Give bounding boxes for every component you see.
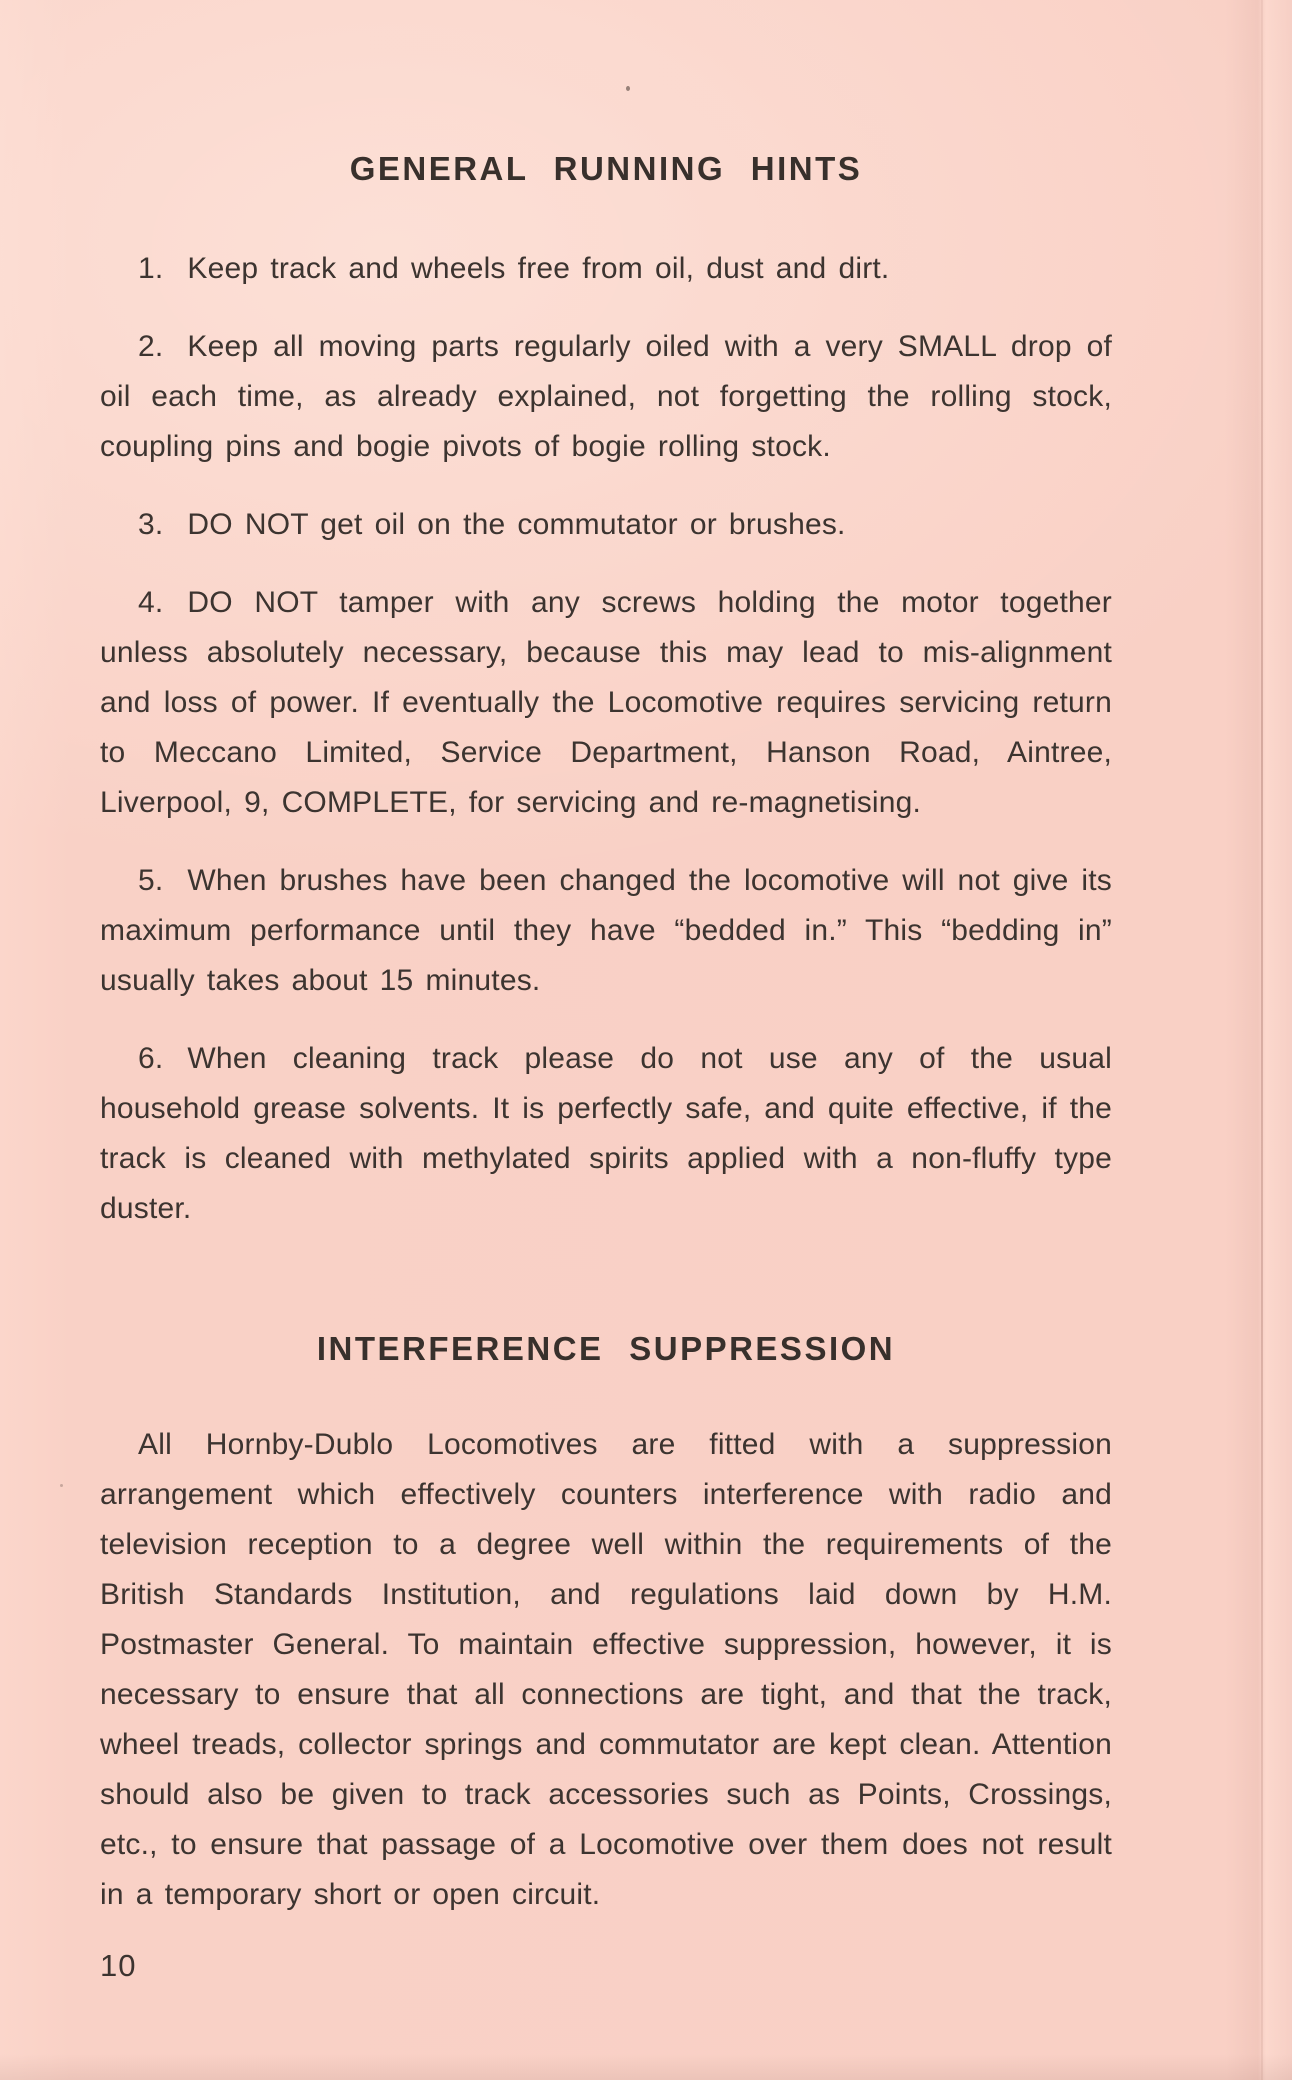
hint-number: 6. bbox=[138, 1042, 164, 1075]
hint-item-4 bbox=[100, 578, 1112, 828]
hint-number: 4. bbox=[138, 586, 164, 619]
section-heading-interference-suppression: INTERFERENCE SUPPRESSION bbox=[316, 1330, 896, 1367]
bottom-edge-shadow bbox=[0, 2054, 1292, 2080]
hint-text: When brushes have been changed the locomotive will not give its maximum performance until they have “bedded in.” This “bedding in” usually takes about 15 minutes. bbox=[100, 864, 1112, 997]
page-fold-line bbox=[1261, 0, 1263, 2080]
hint-text: Keep track and wheels free from oil, dust and dirt. bbox=[187, 252, 890, 285]
hint-number: 1. bbox=[138, 252, 164, 285]
hint-number: 5. bbox=[138, 864, 164, 897]
hint-item-5 bbox=[100, 856, 1112, 1006]
hint-number: 2. bbox=[138, 330, 164, 363]
hint-text: DO NOT get oil on the commutator or brushes. bbox=[187, 508, 846, 541]
scan-speck bbox=[626, 86, 630, 91]
hint-text: Keep all moving parts regularly oiled with a very SMALL drop of oil each time, as already explained, not forgetting the rolling stock, coupling pins and bogie pivots of bogie rolling stock. bbox=[100, 330, 1112, 463]
hint-item-6 bbox=[100, 1034, 1112, 1234]
hint-number: 3. bbox=[138, 508, 164, 541]
page-content bbox=[100, 150, 1112, 1984]
page-number: 10 bbox=[100, 1948, 137, 1983]
scan-speck bbox=[60, 1484, 63, 1487]
hint-item-3 bbox=[100, 500, 1112, 550]
hint-item-2 bbox=[100, 322, 1112, 472]
hint-text: DO NOT tamper with any screws holding the motor together unless absolutely necessary, because this may lead to mis-alignment and loss of power. If eventually the Locomotive requires servicing return to Meccano Limited, Service Department, Hanson Road, Aintree, Liverpool, 9, COMPLETE, for servicing and re-magnetising. bbox=[100, 586, 1112, 819]
hint-item-1 bbox=[100, 244, 1112, 294]
hint-text: When cleaning track please do not use any of the usual household grease solvents. It is perfectly safe, and quite effective, if the track is cleaned with methylated spirits applied with a non-fluffy type duster. bbox=[100, 1042, 1112, 1225]
interference-suppression-paragraph: All Hornby-Dublo Locomotives are fitted with a suppression arrangement which effectively counters interference with radio and television reception to a degree well within the requirements of the British Standards Institution, and regulations laid down by H.M. Postmaster General. To maintain effective suppression, however, it is necessary to ensure that all connections are tight, and that the track, wheel treads, collector springs and commutator are kept clean. Attention should also be given to track accessories such as Points, Crossings, etc., to ensure that passage of a Locomotive over them does not result in a temporary short or open circuit. bbox=[100, 1428, 1112, 1911]
page-title: GENERAL RUNNING HINTS bbox=[349, 150, 863, 187]
